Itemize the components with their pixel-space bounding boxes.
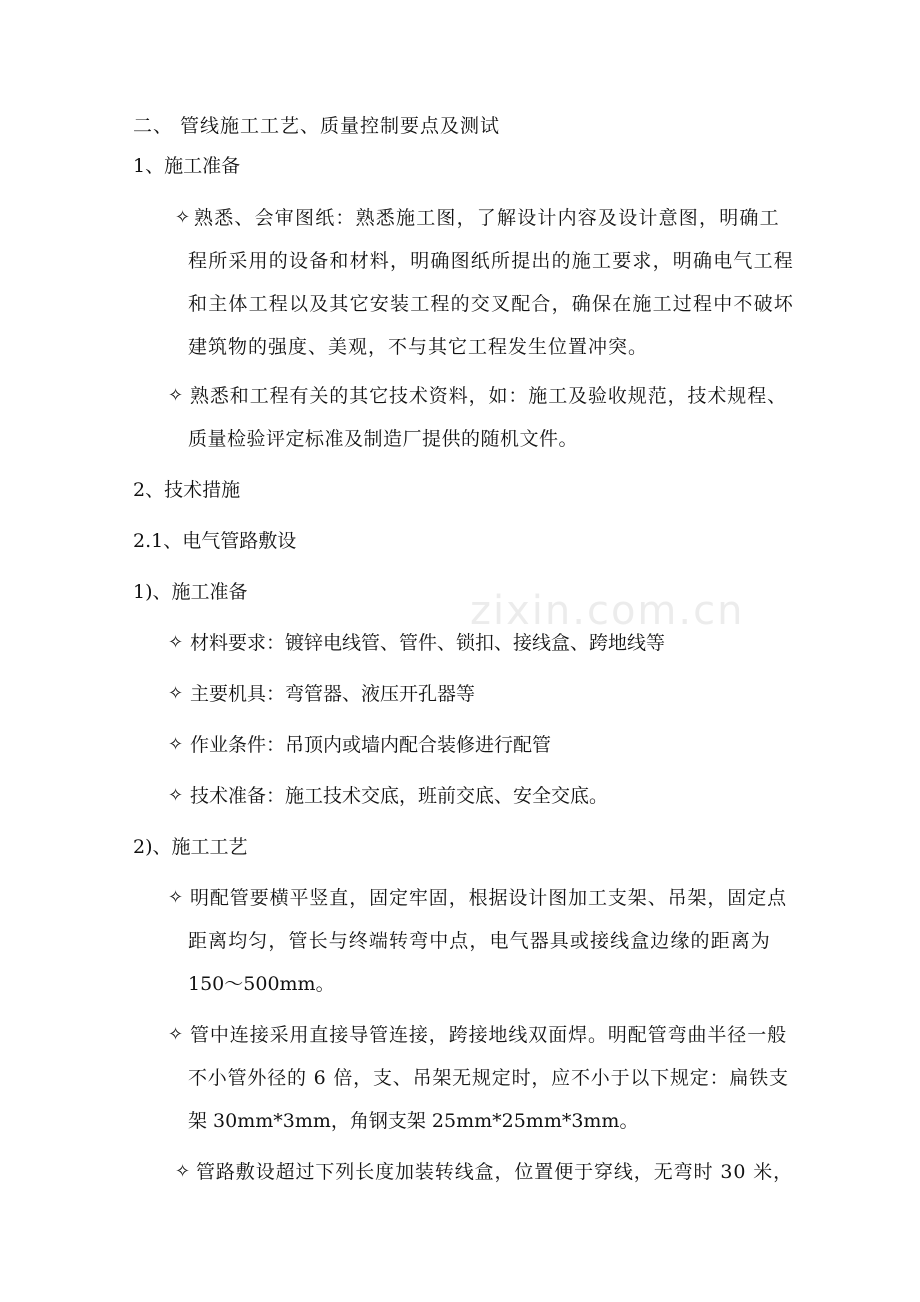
subsection-heading: 1、施工准备	[133, 155, 241, 177]
bullet-icon: ✧	[175, 1161, 191, 1182]
paragraph-line: 熟悉、会审图纸：熟悉施工图，了解设计内容及设计意图，明确工	[194, 207, 780, 229]
bullet-text: 作业条件：吊顶内或墙内配合装修进行配管	[190, 734, 552, 756]
subsection-heading: 1)、施工准备	[133, 581, 248, 603]
paragraph-line: 熟悉和工程有关的其它技术资料，如：施工及验收规范，技术规程、	[190, 385, 788, 407]
paragraph-line: 程所采用的设备和材料，明确图纸所提出的施工要求，明确电气工程	[188, 250, 795, 272]
bullet-text: 技术准备：施工技术交底，班前交底、安全交底。	[190, 785, 609, 807]
paragraph-line: 150～500mm。	[188, 973, 335, 995]
paragraph-line: 管路敷设超过下列长度加装转线盒，位置便于穿线，无弯时 30 米，	[196, 1161, 794, 1183]
bullet-icon: ✧	[168, 385, 184, 406]
section-heading: 二、 管线施工工艺、质量控制要点及测试	[133, 115, 501, 137]
subsection-heading: 2)、施工工艺	[133, 836, 248, 858]
subsection-heading: 2.1、电气管路敷设	[133, 530, 297, 552]
bullet-icon: ✧	[168, 632, 184, 653]
watermark: zixin.com.cn	[470, 588, 745, 634]
bullet-icon: ✧	[175, 207, 191, 228]
bullet-icon: ✧	[168, 1024, 184, 1045]
bullet-text: 材料要求：镀锌电线管、管件、锁扣、接线盒、跨地线等	[190, 632, 666, 654]
paragraph-line: 管中连接采用直接导管连接，跨接地线双面焊。明配管弯曲半径一般	[190, 1024, 788, 1046]
paragraph-line: 建筑物的强度、美观，不与其它工程发生位置冲突。	[188, 336, 649, 358]
bullet-icon: ✧	[168, 683, 184, 704]
paragraph-line: 距离均匀，管长与终端转弯中点，电气器具或接线盒边缘的距离为	[188, 930, 771, 952]
subsection-heading: 2、技术措施	[133, 479, 241, 501]
paragraph-line: 质量检验评定标准及制造厂提供的随机文件。	[188, 428, 579, 450]
bullet-icon: ✧	[168, 734, 184, 755]
bullet-text: 主要机具：弯管器、液压开孔器等	[190, 683, 476, 705]
paragraph-line: 架 30mm*3mm，角钢支架 25mm*25mm*3mm。	[188, 1110, 639, 1132]
bullet-icon: ✧	[168, 785, 184, 806]
paragraph-line: 不小管外径的 6 倍，支、吊架无规定时，应不小于以下规定：扁铁支	[188, 1067, 789, 1089]
paragraph-line: 和主体工程以及其它安装工程的交叉配合，确保在施工过程中不破坏	[188, 293, 795, 315]
bullet-icon: ✧	[168, 887, 184, 908]
paragraph-line: 明配管要横平竖直，固定牢固，根据设计图加工支架、吊架，固定点	[190, 887, 788, 909]
